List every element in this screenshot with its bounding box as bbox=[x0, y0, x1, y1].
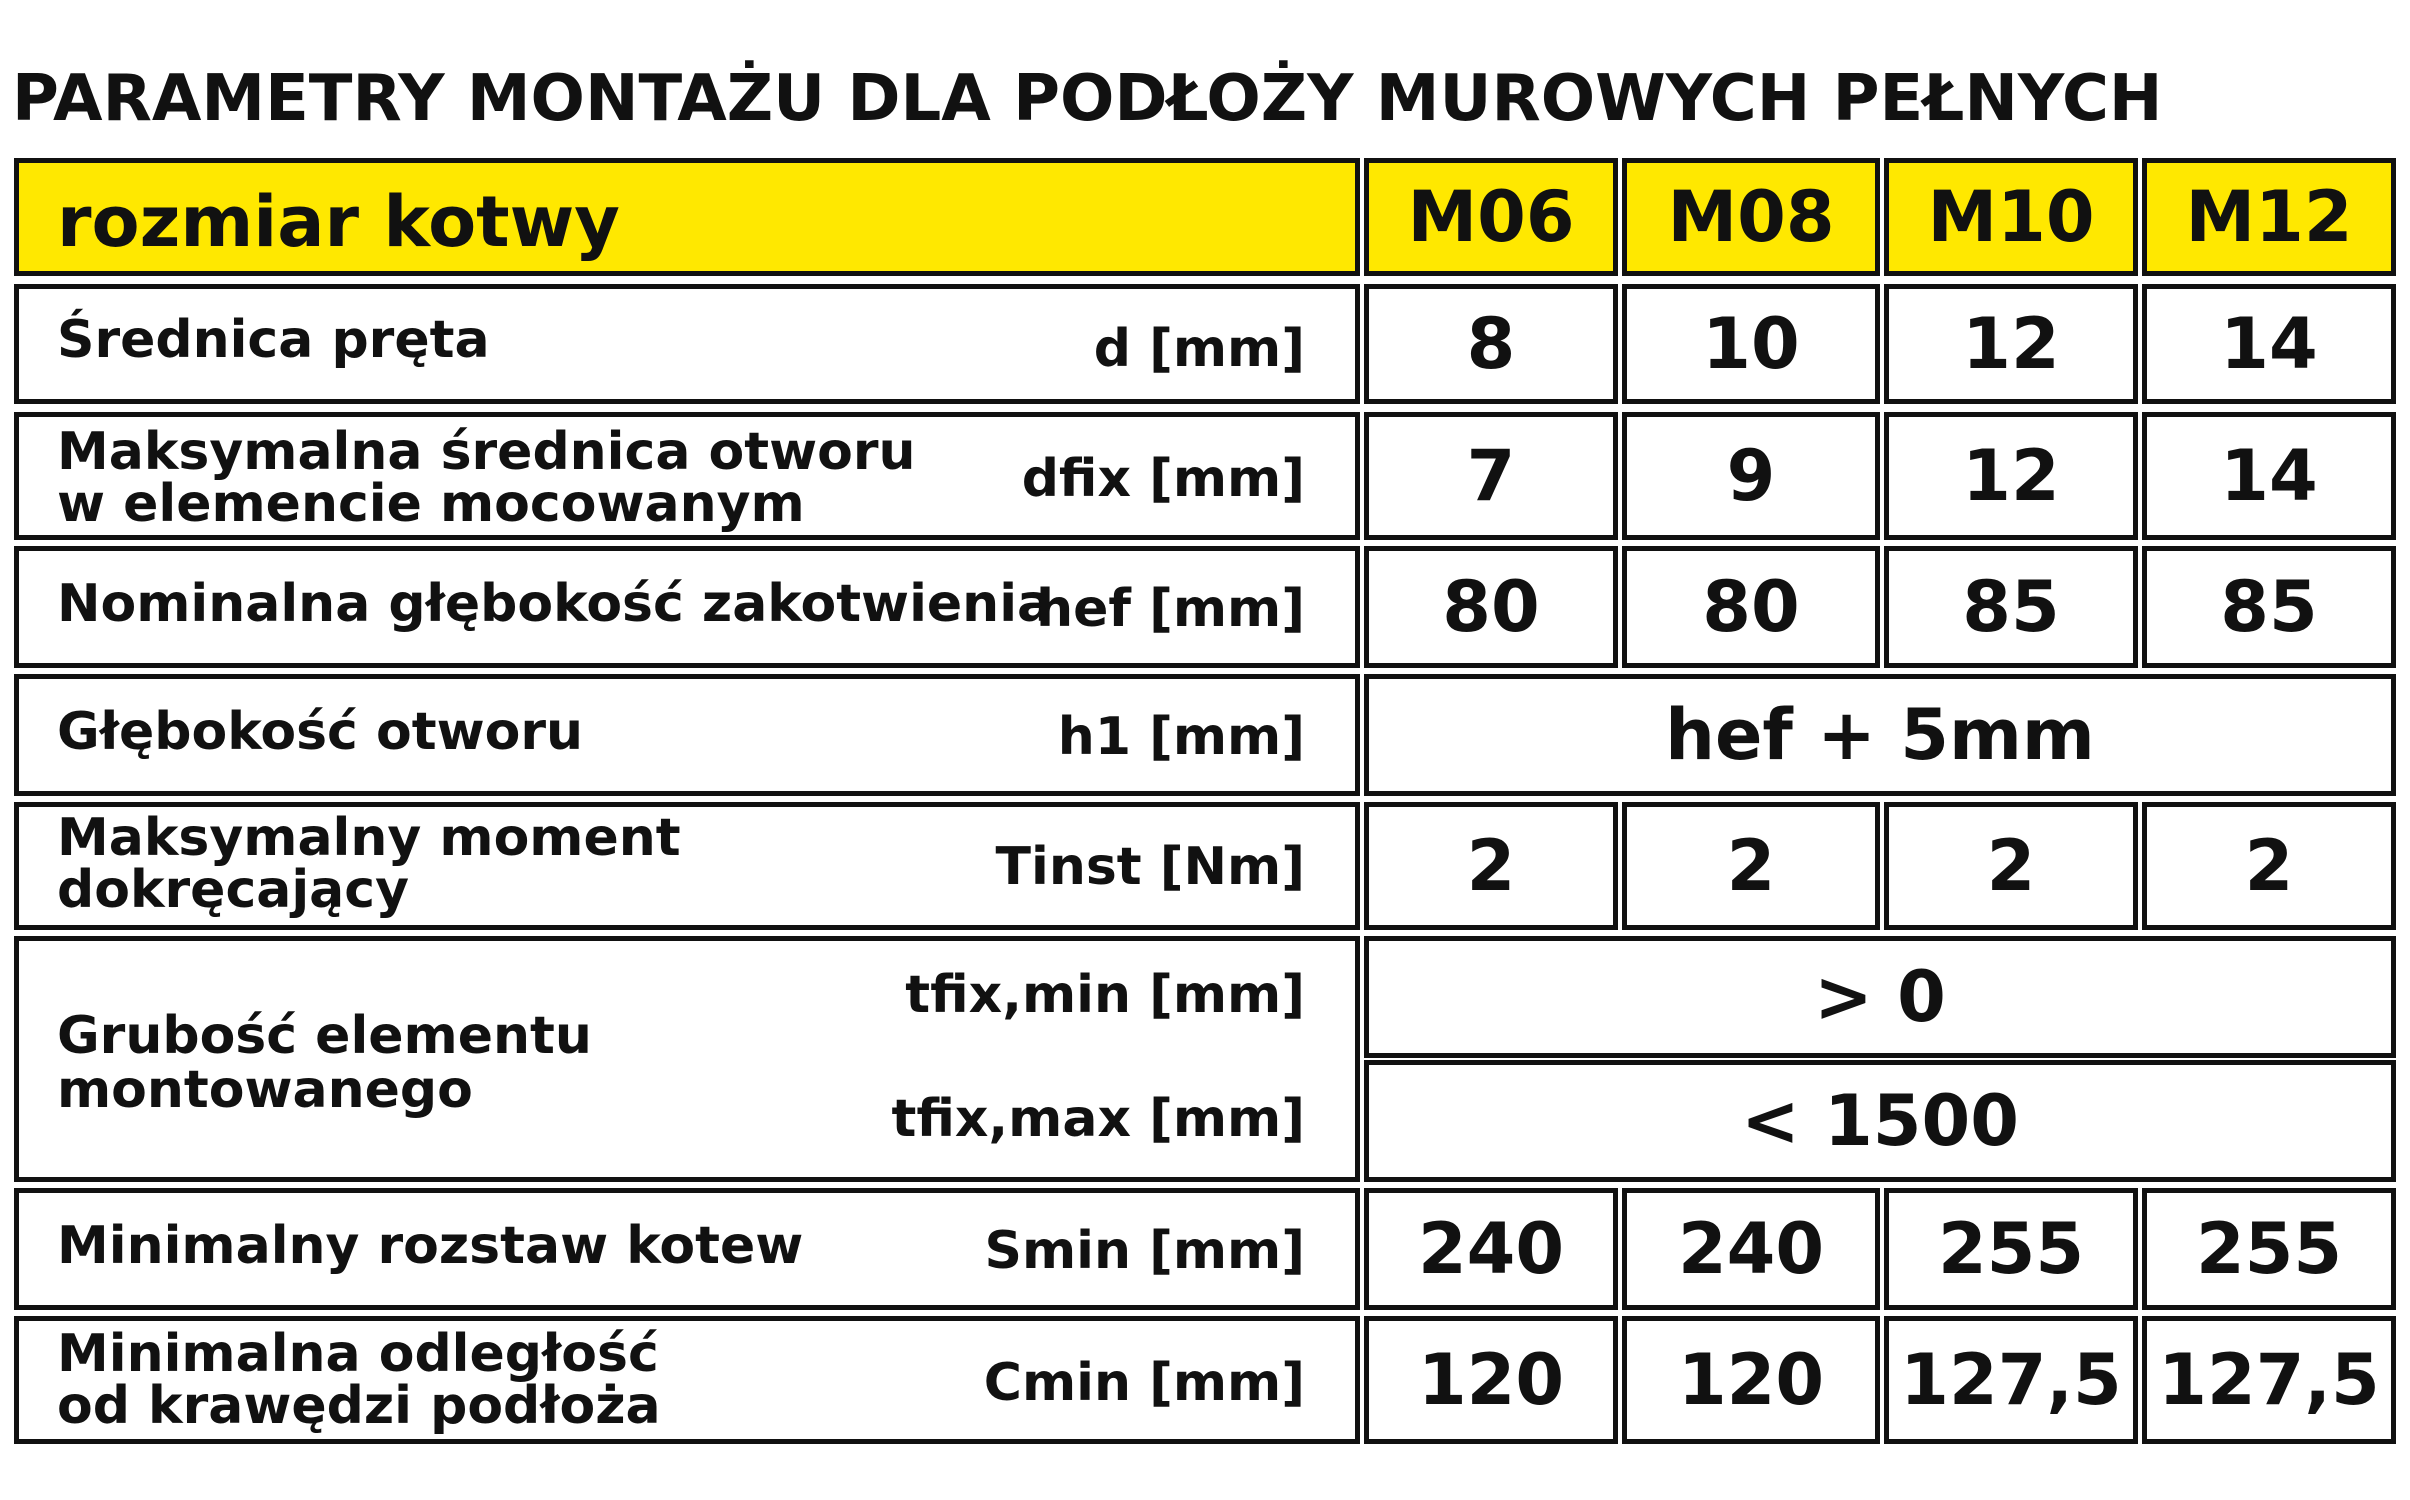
merged-value-cell-min: > 0 bbox=[1364, 936, 2396, 1058]
header-label: rozmiar kotwy bbox=[57, 181, 620, 263]
row-label-line2: w elemencie mocowanym bbox=[57, 474, 805, 534]
value-cell: 80 bbox=[1364, 546, 1618, 668]
value-cell: 8 bbox=[1364, 284, 1618, 404]
row-label-cell bbox=[14, 1316, 1360, 1444]
row-unit: Cmin [mm] bbox=[983, 1353, 1305, 1413]
row-label-cell bbox=[14, 802, 1360, 930]
value-cell: 12 bbox=[1884, 412, 2138, 540]
value-cell: 14 bbox=[2142, 412, 2396, 540]
row-label-cell bbox=[14, 546, 1360, 668]
header-size-m08: M08 bbox=[1622, 158, 1880, 276]
value-cell: 127,5 bbox=[1884, 1316, 2138, 1444]
header-size-m12: M12 bbox=[2142, 158, 2396, 276]
row-unit: Smin [mm] bbox=[984, 1221, 1305, 1281]
value-cell: 120 bbox=[1364, 1316, 1618, 1444]
value-cell: 240 bbox=[1364, 1188, 1618, 1310]
value-cell: 10 bbox=[1622, 284, 1880, 404]
value-cell: 7 bbox=[1364, 412, 1618, 540]
row-label-cell bbox=[14, 1188, 1360, 1310]
row-unit: d [mm] bbox=[1093, 319, 1305, 379]
header-label-cell bbox=[14, 158, 1360, 276]
merged-value-cell-max: < 1500 bbox=[1364, 1060, 2396, 1182]
header-size-m10: M10 bbox=[1884, 158, 2138, 276]
row-label: Średnica pręta bbox=[57, 310, 490, 370]
value-cell: 120 bbox=[1622, 1316, 1880, 1444]
header-size-m06: M06 bbox=[1364, 158, 1618, 276]
value-cell: 85 bbox=[1884, 546, 2138, 668]
row-label-cell bbox=[14, 936, 1360, 1182]
row-unit: hef [mm] bbox=[1036, 579, 1305, 639]
value-cell: 2 bbox=[1364, 802, 1618, 930]
value-cell: 85 bbox=[2142, 546, 2396, 668]
row-label-line1: Maksymalny moment bbox=[57, 808, 681, 868]
row-label-line1: Grubość elementu bbox=[57, 1006, 592, 1066]
row-label: Nominalna głębokość zakotwienia bbox=[57, 574, 1053, 634]
row-label-line2: dokręcający bbox=[57, 860, 409, 920]
value-cell: 2 bbox=[2142, 802, 2396, 930]
value-cell: 127,5 bbox=[2142, 1316, 2396, 1444]
row-unit-max: tfix,max [mm] bbox=[891, 1089, 1305, 1149]
row-label-cell bbox=[14, 284, 1360, 404]
merged-value-cell: hef + 5mm bbox=[1364, 674, 2396, 796]
row-label-cell bbox=[14, 412, 1360, 540]
value-cell: 2 bbox=[1884, 802, 2138, 930]
value-cell: 14 bbox=[2142, 284, 2396, 404]
row-unit-min: tfix,min [mm] bbox=[905, 965, 1305, 1025]
row-unit: dfix [mm] bbox=[1021, 449, 1305, 509]
row-label: Minimalny rozstaw kotew bbox=[57, 1216, 804, 1276]
row-label-cell bbox=[14, 674, 1360, 796]
row-label: Głębokość otworu bbox=[57, 702, 583, 762]
row-label-line1: Maksymalna średnica otworu bbox=[57, 422, 916, 482]
value-cell: 12 bbox=[1884, 284, 2138, 404]
row-label-line1: Minimalna odległość bbox=[57, 1324, 659, 1384]
row-unit: h1 [mm] bbox=[1057, 707, 1305, 767]
value-cell: 80 bbox=[1622, 546, 1880, 668]
row-label-line2: od krawędzi podłoża bbox=[57, 1376, 661, 1436]
value-cell: 240 bbox=[1622, 1188, 1880, 1310]
value-cell: 9 bbox=[1622, 412, 1880, 540]
row-label-line2: montowanego bbox=[57, 1060, 473, 1120]
row-unit: Tinst [Nm] bbox=[995, 837, 1305, 897]
value-cell: 255 bbox=[2142, 1188, 2396, 1310]
page-title: PARAMETRY MONTAŻU DLA PODŁOŻY MUROWYCH PEŁNYCH bbox=[12, 62, 2163, 136]
value-cell: 255 bbox=[1884, 1188, 2138, 1310]
value-cell: 2 bbox=[1622, 802, 1880, 930]
